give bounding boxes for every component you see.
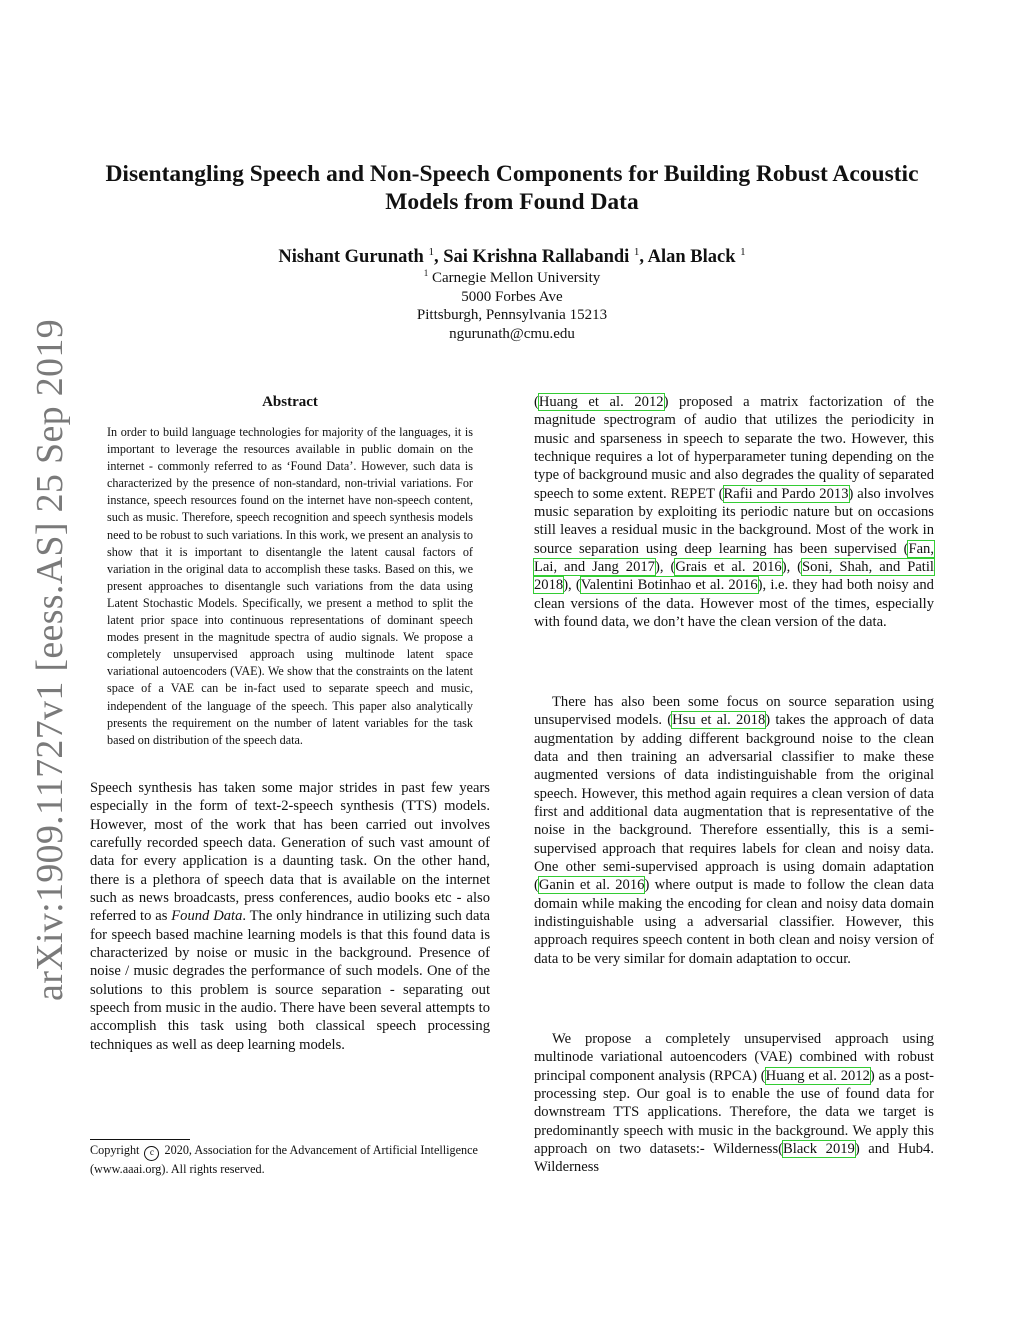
citation-link[interactable]: Hsu et al. 2018 <box>672 712 766 729</box>
footnote-divider <box>90 1139 190 1140</box>
paragraph-text: We propose a completely unsupervised approach using multinode variational autoencoders (VAE) combined with robust principal component analysis (RPCA) ( <box>534 1031 934 1084</box>
affil-address-line-2: Pittsburgh, Pennsylvania 15213 <box>416 307 608 323</box>
author-name: Alan Black <box>647 247 736 267</box>
intro-text-1: Speech synthesis has taken some major strides in past few years especially in the form of text-2-speech synthesis (TTS) models. However, most of the work that has been carried out involves carefully recorded speech data. Generation of such vast amount of data for every application is a daunting task. On the other hand, there is a plethora of speech data that is available on the internet such as news broadcasts, press conferences, audio books etc - also referred to as <box>90 780 490 925</box>
paragraph-text: ) where output is made to follow the clean data domain while making the encoding for clean and noisy data domain indistinguishable using a adversarial classifier. However, this approach requires speech content in both clean and noisy version of data to be very similar for domain adaptation to occur. <box>534 877 934 967</box>
intro-paragraph <box>90 779 490 1054</box>
paragraph-text: ), ( <box>563 577 581 594</box>
affil-institution: Carnegie Mellon University <box>431 270 601 286</box>
abstract-heading: Abstract <box>262 394 318 410</box>
affil-address-line-1: 5000 Forbes Ave <box>461 288 563 305</box>
author-name: Nishant Gurunath <box>278 247 424 267</box>
paragraph-text: ) takes the approach of data augmentation by adding different background noise to the clean data and then training an adversarial classifier to make these augmented versions of data indistinguishable from the original speech. However, this method again requires a clean version of data first and additional data augmentation that is representative of the noise in the background. Therefore essentially, this is a semi-supervised approach that requires labels for clean and noisy data. One other semi-supervised approach is using domain adaptation ( <box>534 712 934 894</box>
author-affil-marker: 1 <box>740 246 746 258</box>
citation-link[interactable]: Ganin et al. 2016 <box>538 877 645 894</box>
copyright-footnote <box>90 1142 490 1178</box>
body-paragraph-2 <box>534 693 934 968</box>
citation-link[interactable]: Grais et al. 2016 <box>675 559 782 576</box>
body-paragraph-3 <box>534 1030 934 1177</box>
paper-title: Disentangling Speech and Non-Speech Components for Building Robust Acoustic Models from Found Data <box>105 161 919 215</box>
paragraph-text: proposed a matrix factorization of the magnitude spectrogram of audio that utilizes the periodicity in music and sparseness in speech to separate the two. However, this technique requires a lot of hyperparameter tuning depending on the type of background music and also degrades the quality of separated speech to some extent. REPET ( <box>534 394 934 502</box>
intro-text-2: . The only hindrance in utilizing such data for speech based machine learning models is that this found data is characterized by noise or music in the background. Presence of noise / music degrades the performance of such models. One of the solutions to this problem is source separation - separating out speech from music in the audio. There have been several attempts to accomplish this task using both classical speech processing techniques as well as deep learning models. <box>90 908 490 1053</box>
citation-link[interactable]: Valentini Botinhao et al. 2016 <box>580 577 758 594</box>
author-affil-marker: 1 <box>633 246 640 258</box>
citation-link[interactable]: Soni, Shah, and Patil 2018 <box>534 559 934 594</box>
paragraph-text: ) as a post-processing step. Our goal is to enable the use of found data for downstream TTS applications. Therefore, the data we target is predominantly speech with music in the background. We apply this approach on two datasets:- Wilderness( <box>534 1067 934 1158</box>
author-name: Sai Krishna Rallabandi <box>443 247 630 267</box>
citation-link[interactable]: Black 2019 <box>783 1141 855 1158</box>
author-email: ngurunath@cmu.edu <box>449 325 575 342</box>
citation-link[interactable]: Rafii and Pardo 2013 <box>723 485 849 502</box>
copyright-prefix: Copyright <box>90 1143 140 1157</box>
paragraph-text: ), i.e. they had both noisy and clean versions of the data. However most of the times, especially with found data, we don’t have the clean version of the data. <box>534 577 934 631</box>
author-affil-marker: 1 <box>428 246 434 258</box>
affil-marker: 1 <box>423 268 429 278</box>
paragraph-text: ) and Hub4. Wilderness <box>534 1141 934 1176</box>
citation-link[interactable]: Huang et al. 2012 <box>538 394 664 410</box>
copyright-text: 2020, Association for the Advancement of Artificial Intelligence (www.aaai.org). All rights reserved. <box>90 1143 478 1176</box>
affiliation-block <box>80 264 944 343</box>
citation-link[interactable]: Fan, Lai, and Jang 2017 <box>534 540 934 576</box>
paragraph-text: ), ( <box>781 559 803 576</box>
body-paragraph-1: (Huang et al. 2012) proposed a matrix factorization of the magnitude spectrogram of audio that utilizes the periodicity in music and sparseness in speech to separate the two. However, this technique requires a lot of hyperparameter tuning depending on the type of background music and also degrades the quality of separated speech to some extent. REPET (Rafii and Pardo 2013) also involves music separation by exploiting its periodic nature but on occasions still leaves a residual music in the background. Most of the work in source separation using deep learning has been supervised (Fan, Lai, and Jang 2017), (Grais et al. 2016), (Soni, Shah, and Patil 2018), (Valentini Botinhao et al. 2016), i.e. they had both noisy and clean versions of the data. However most of the times, especially with found data, we don’t have the clean version of the data. <box>534 394 934 631</box>
paragraph-text: ) also involves music separation by exploiting its periodic nature but on occasions still leaves a residual music in the background. Most of the work in source separation using deep learning has been supervised ( <box>534 485 934 557</box>
author-list: Nishant Gurunath $^1$, Sai Krishna Rallabandi $^1$, Alan Black $^1$ <box>278 246 746 267</box>
paragraph-text: ), ( <box>654 559 676 576</box>
intro-emphasis: Found Data <box>171 908 243 925</box>
paragraph-text: There has also been some focus on source separation using unsupervised models. ( <box>534 694 934 729</box>
abstract-text: In order to build language technologies for majority of the languages, it is important to leverage the resources available in public domain on the internet - commonly referred to as ‘Found Data’. However, such data is characterized by the presence of non-standard, non-trivial variations. For instance, speech resources found on the internet have non-speech content, such as music. Therefore, speech recognition and speech synthesis models need to be robust to such variations. In this work, we present an analysis to show that it is important to disentangle the latent causal factors of variation in the original data to accomplish these tasks. Based on this, we present approaches to disentangle such variations from the data using Latent Stochastic Models. Specifically, we present a method to split the latent prior space into continuous representations of dominant speech modes present in the magnitude spectra of audio signals. We propose a completely unsupervised approach using multinode latent space variational autoencoders (VAE). We show that the constraints on the latent space of a VAE can be in-fact used to separate speech and music, independent of the language of the speech. This paper also analytically presents the requirement on the number of latent variables for the task based on distribution of the speech data. <box>107 425 473 747</box>
arxiv-identifier-stamp: arXiv:1909.11727v1 [eess.AS] 25 Sep 2019 <box>29 319 71 1001</box>
citation-link[interactable]: Huang et al. 2012 <box>765 1067 870 1084</box>
copyright-symbol-icon: c <box>144 1146 159 1161</box>
